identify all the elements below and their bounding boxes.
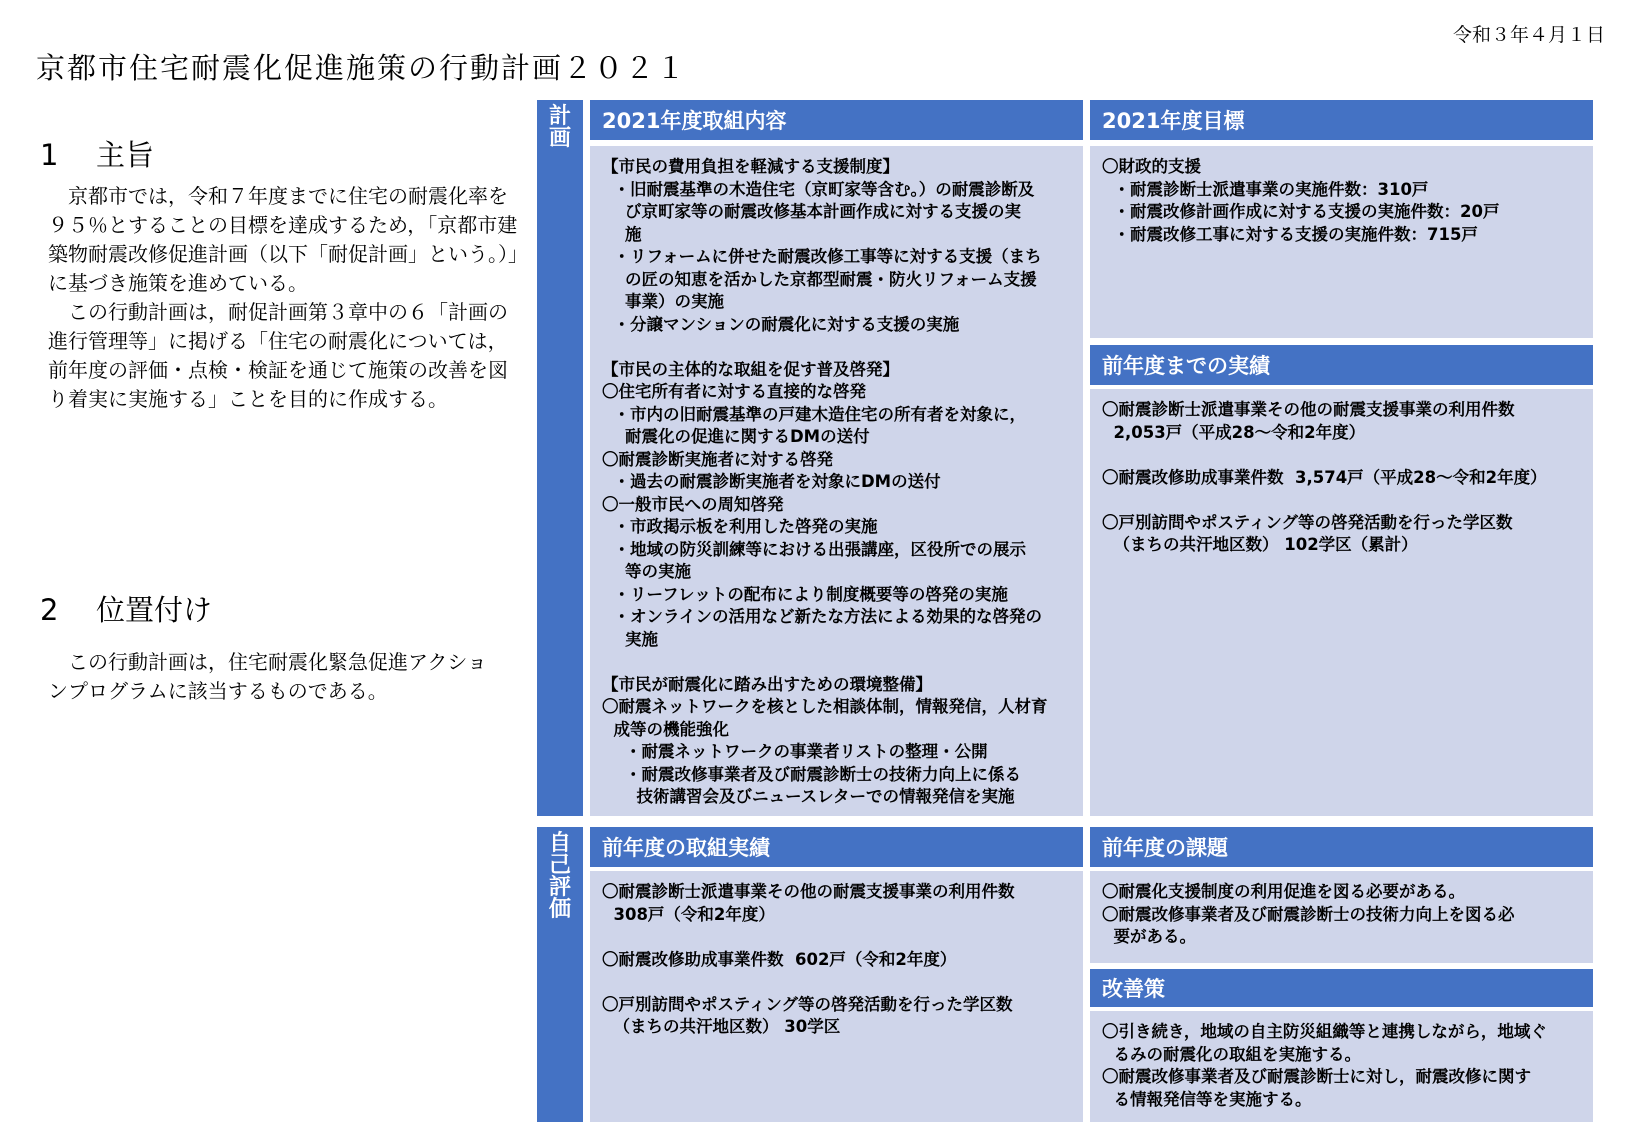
text-line: 等の実施: [602, 562, 691, 581]
text-line: ・耐震改修事業者及び耐震診断士の技術力向上に係る: [602, 764, 1021, 784]
text-line: ・耐震改修計画作成に対する支援の実施件数：20戸: [1102, 202, 1500, 221]
section2-paragraph: この行動計画は，住宅耐震化緊急促進アクションプログラムに該当するものである。: [48, 650, 487, 703]
blank-line: [602, 336, 1071, 359]
text-line: 〇耐震改修助成事業件数 3,574戸（平成28～令和2年度）: [1102, 467, 1547, 487]
text-line: ・旧耐震基準の木造住宅（京町家等含む。）の耐震診断及: [602, 179, 1035, 199]
text-line: ・耐震ネットワークの事業者リストの整理・公開: [602, 742, 988, 761]
issues-body: [1090, 871, 1593, 963]
blank-line: [1102, 489, 1581, 512]
document-date: 令和３年４月１日: [1452, 24, 1605, 46]
text-line: 〇一般市民への周知啓発: [602, 494, 784, 514]
text-line: 【市民の費用負担を軽減する支援制度】: [602, 157, 899, 176]
text-line: び京町家等の耐震改修基本計画作成に対する支援の実: [602, 202, 1021, 221]
results-body: [590, 871, 1083, 1122]
text-line: 耐震化の促進に関するDMの送付: [602, 427, 870, 446]
improvements-body: [1090, 1011, 1593, 1122]
text-line: （まちの共汗地区数） 30学区: [602, 1017, 841, 1036]
goal-body: [1090, 146, 1593, 338]
section1-number: 1: [40, 138, 59, 172]
text-line: 【市民の主体的な取組を促す普及啓発】: [602, 359, 899, 379]
section2-heading: [40, 588, 212, 629]
text-line: ・地域の防災訓練等における出張講座，区役所での展示: [602, 539, 1026, 559]
text-line: 〇耐震改修事業者及び耐震診断士の技術力向上を図る必: [1102, 904, 1515, 924]
text-line: の匠の知恵を活かした京都型耐震・防火リフォーム支援: [602, 269, 1037, 289]
section1-paragraph: 京都市では，令和７年度までに住宅の耐震化率を９５％とすることの目標を達成するため，「京都市建築物耐震改修促進計画（以下「耐促計画」という。）」に基づき施策を進めている。: [48, 184, 518, 295]
section1-body: [48, 182, 524, 414]
goal-header: 2021年度目標: [1090, 100, 1593, 140]
evaluation-side-char: 己: [548, 853, 571, 878]
evaluation-side-char: 評: [548, 875, 571, 900]
text-line: ・耐震診断士派遣事業の実施件数：310戸: [1102, 179, 1429, 199]
section1-title: 主旨: [96, 138, 155, 172]
plan-side-label: [537, 100, 583, 816]
section1-paragraph: この行動計画は，耐促計画第３章中の６「計画の進行管理等」に掲げる「住宅の耐震化については，前年度の評価・点検・検証を通じて施策の改善を図り着実に実施する」ことを目的に作成する。: [48, 300, 508, 411]
text-line: ・市政掲示板を利用した啓発の実施: [602, 517, 878, 536]
plan-side-char: 計: [548, 104, 571, 129]
text-line: 308戸（令和2年度）: [602, 904, 775, 924]
text-line: ・過去の耐震診断実施者を対象にDMの送付: [602, 472, 941, 491]
text-line: （まちの共汗地区数） 102学区（累計）: [1102, 535, 1418, 554]
text-line: るみの耐震化の取組を実施する。: [1102, 1044, 1361, 1064]
text-line: 〇耐震診断士派遣事業その他の耐震支援事業の利用件数: [602, 882, 1015, 901]
section1-heading: [40, 133, 154, 174]
text-line: 〇引き続き，地域の自主防災組織等と連携しながら，地域ぐ: [1102, 1022, 1547, 1041]
text-line: 〇耐震診断実施者に対する啓発: [602, 449, 833, 469]
text-line: 〇戸別訪問やポスティング等の啓発活動を行った学区数: [1102, 512, 1513, 532]
text-line: ・分譲マンションの耐震化に対する支援の実施: [602, 314, 960, 334]
evaluation-side-char: 価: [548, 897, 571, 922]
text-line: 〇財政的支援: [1102, 157, 1201, 176]
text-line: 〇耐震化支援制度の利用促進を図る必要がある。: [1102, 882, 1465, 901]
text-line: ・オンラインの活用など新たな方法による効果的な啓発の: [602, 607, 1042, 626]
blank-line: [602, 926, 1071, 949]
plan-contents-header: 2021年度取組内容: [590, 100, 1083, 140]
text-line: ・リフォームに併せた耐震改修工事等に対する支援（まち: [602, 247, 1042, 266]
text-line: 2,053戸（平成28～令和2年度）: [1102, 422, 1366, 442]
section2-title: 位置付け: [96, 593, 213, 627]
text-line: 事業）の実施: [602, 292, 724, 311]
text-line: 〇耐震ネットワークを核とした相談体制，情報発信，人材育: [602, 697, 1048, 716]
results-header: 前年度の取組実績: [590, 827, 1083, 867]
text-line: 技術講習会及びニュースレターでの情報発信を実施: [602, 787, 1015, 806]
text-line: 〇耐震改修助成事業件数 602戸（令和2年度）: [602, 949, 957, 969]
text-line: 〇耐震診断士派遣事業その他の耐震支援事業の利用件数: [1102, 400, 1515, 419]
section2-body: [48, 648, 488, 706]
text-line: 実施: [602, 629, 658, 649]
plan-contents-body: [590, 146, 1083, 816]
text-line: 要がある。: [1102, 927, 1196, 946]
text-line: ・リーフレットの配布により制度概要等の啓発の実施: [602, 584, 1008, 604]
blank-line: [602, 971, 1071, 994]
text-line: る情報発信等を実施する。: [1102, 1089, 1312, 1109]
improvements-header: 改善策: [1090, 969, 1593, 1007]
page-title: 京都市住宅耐震化促進施策の行動計画２０２１: [36, 51, 688, 85]
record-body: [1090, 389, 1593, 816]
text-line: 施: [602, 224, 642, 244]
issues-header: 前年度の課題: [1090, 827, 1593, 867]
plan-side-char: 画: [548, 126, 571, 151]
evaluation-side-label: [537, 827, 583, 1122]
text-line: 〇住宅所有者に対する直接的な啓発: [602, 382, 866, 401]
record-header: 前年度までの実績: [1090, 345, 1593, 385]
text-line: ・市内の旧耐震基準の戸建木造住宅の所有者を対象に，: [602, 404, 1026, 424]
blank-line: [1102, 444, 1581, 467]
text-line: 〇耐震改修事業者及び耐震診断士に対し，耐震改修に関す: [1102, 1067, 1531, 1086]
evaluation-side-char: 自: [548, 831, 571, 856]
text-line: ・耐震改修工事に対する支援の実施件数：715戸: [1102, 224, 1478, 244]
section2-number: 2: [40, 593, 59, 627]
blank-line: [602, 651, 1071, 674]
text-line: 【市民が耐震化に踏み出すための環境整備】: [602, 674, 932, 694]
text-line: 成等の機能強化: [602, 719, 729, 739]
text-line: 〇戸別訪問やポスティング等の啓発活動を行った学区数: [602, 994, 1013, 1014]
